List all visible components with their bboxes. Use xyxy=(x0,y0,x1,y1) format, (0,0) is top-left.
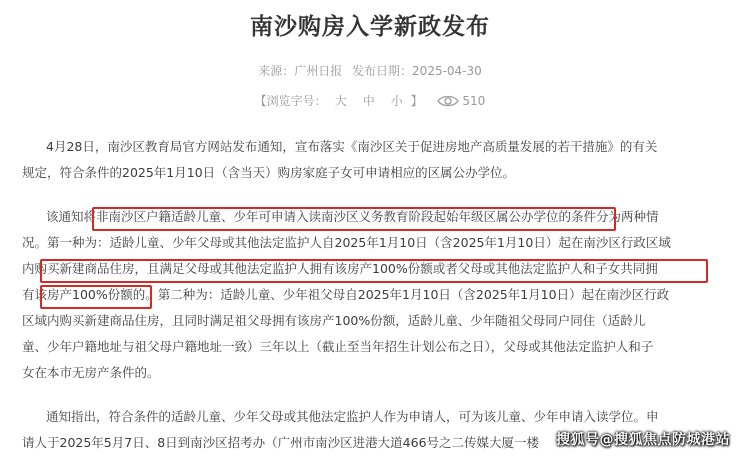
paragraph-line: 通知指出，符合条件的适龄儿童、少年父母或其他法定监护人作为申请人，可为该儿童、少年申请入读学位。申 xyxy=(46,409,659,424)
font-size-medium-button[interactable]: 中 xyxy=(362,94,375,108)
paragraph-line: 内购买新建商品住房，且满足父母或其他法定监护人拥有该房产100%份额或者父母或其他法定监护人和子女共同拥 xyxy=(22,261,658,276)
font-size-small-button[interactable]: 小 xyxy=(390,94,403,108)
paragraph-2 xyxy=(22,204,718,386)
article-meta xyxy=(0,62,740,79)
paragraph-line: 女在本市无房产条件的。 xyxy=(22,365,160,380)
font-size-close: 】 xyxy=(410,94,423,108)
paragraph-1 xyxy=(22,134,718,186)
paragraph-line: 规定，符合条件的2025年1月10日（含当天）购房家庭子女可申请相应的区属公办学位。 xyxy=(22,165,516,180)
font-size-label: 【浏览字号： xyxy=(254,94,327,108)
paragraph-line: 请人于2025年5月7日、8日到南沙区招考办（广州市南沙区进港大道466号之二传媒大厦一楼 xyxy=(22,435,540,450)
date-label: 发布日期：2025-04-30 xyxy=(352,64,482,78)
paragraph-line: 童、少年户籍地址与祖父母户籍地址一致）三年以上（截止至当年招生计划公布之日），父母或其他法定监护人和子 xyxy=(22,339,654,354)
paragraph-line: 4月28日，南沙区教育局官方网站发布通知，宣布落实《南沙区关于促进房地产高质量发展的若干措施》的有关 xyxy=(46,139,658,154)
source-label: 来源：广州日报 xyxy=(258,64,343,78)
paragraph-line: 该通知将非南沙区户籍适龄儿童、少年可申请入读南沙区义务教育阶段起始年级区属公办学位的条件分为两种情 xyxy=(46,209,659,224)
paragraph-line: 区域内购买新建商品住房，且同时满足祖父母拥有该房产100%份额，适龄儿童、少年随祖父母同户同住（适龄儿 xyxy=(22,313,646,328)
font-size-large-button[interactable]: 大 xyxy=(334,94,347,108)
eye-icon xyxy=(437,94,459,111)
watermark: 搜狐号@搜狐焦点防城港站 xyxy=(556,432,730,448)
paragraph-line: 况。第一种为：适龄儿童、少年父母或其他法定监护人自2025年1月10日（含2025年1月10日）起在南沙区行政区域 xyxy=(22,235,671,250)
view-count: 510 xyxy=(462,94,486,108)
paragraph-line: 有该房产100%份额的。第二种为：适龄儿童、少年祖父母自2025年1月10日（含2025年1月10日）起在南沙区行政 xyxy=(22,287,670,302)
page-title: 南沙购房入学新政发布 xyxy=(250,14,490,40)
font-size-bar xyxy=(0,92,740,111)
